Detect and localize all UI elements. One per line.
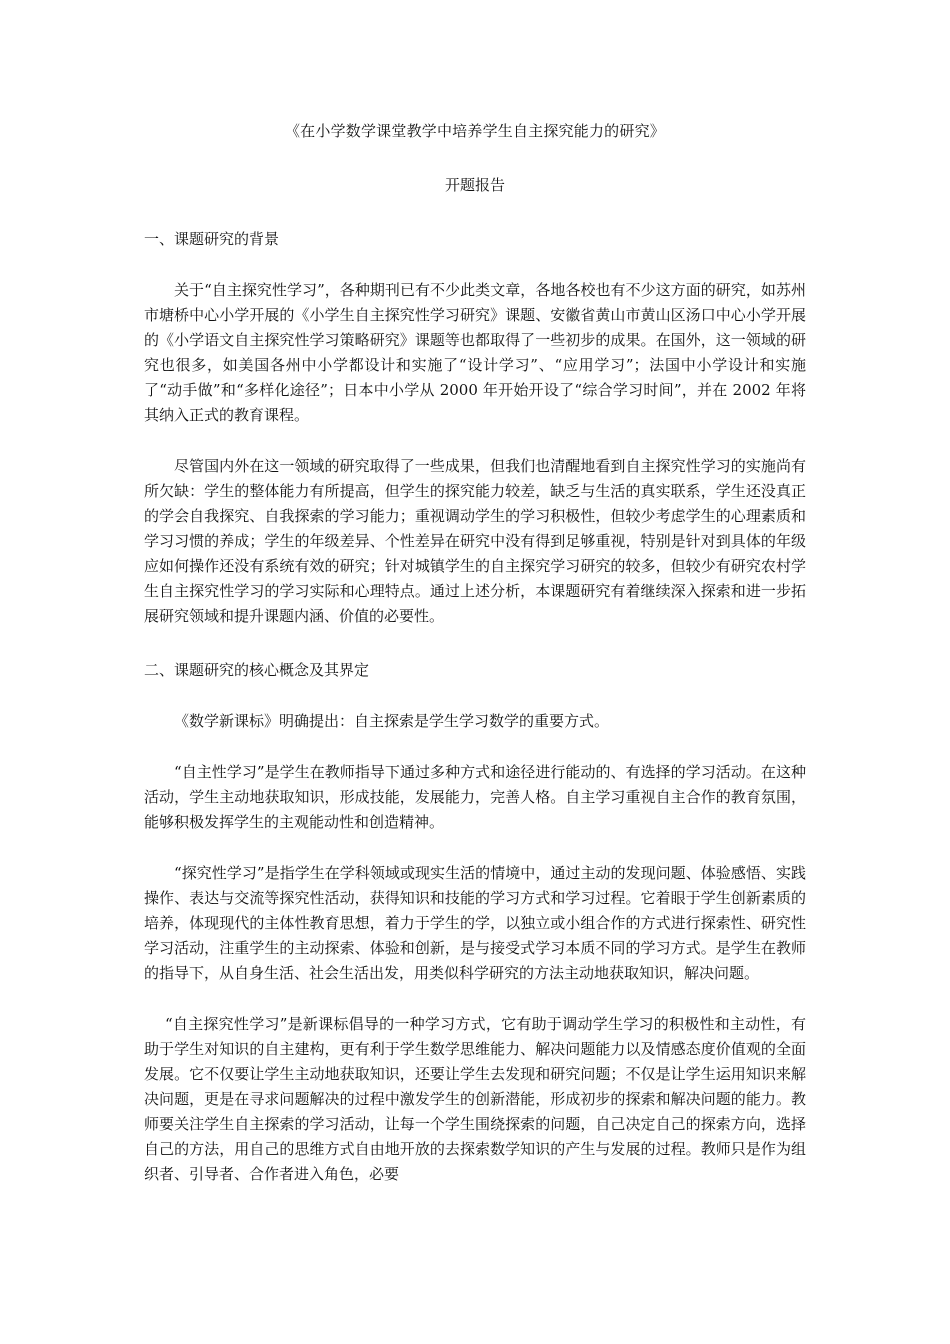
document-title: 《在小学数学课堂教学中培养学生自主探究能力的研究》 [284, 122, 665, 140]
paragraph: 《数学新课标》明确提出：自主探索是学生学习数学的重要方式。 [174, 712, 610, 730]
paragraph: 尽管国内外在这一领域的研究取得了一些成果，但我们也清醒地看到自主探究性学习的实施尚有所欠缺：学生的整体能力有所提高，但学生的探究能力较差，缺乏与生活的真实联系，学生还没真正的学会自我探究、自我探索的学习能力；重视调动学生的学习积极性，但较少考虑学生的心理素质和学习习惯的养成；学生的年级差异、个性差异在研究中没有得到足够重视，特别是针对到具体的年级应如何操作还没有系统有效的研究；针对城镇学生的自主探究学习研究的较多，但较少有研究农村学生自主探究性学习的学习实际和心理特点。通过上述分析，本课题研究有着继续深入探索和进一步拓展研究领域和提升课题内涵、价值的必要性。 [144, 457, 806, 625]
section-heading-core-concepts: 二、课题研究的核心概念及其界定 [144, 661, 370, 679]
paragraph: “探究性学习”是指学生在学科领域或现实生活的情境中，通过主动的发现问题、体验感悟、实践操作、表达与交流等探究性活动，获得知识和技能的学习方式和学习过程。它着眼于学生创新素质的培养，体现现代的主体性教育思想，着力于学生的学，以独立或小组合作的方式进行探索性、研究性学习活动，注重学生的主动探索、体验和创新，是与接受式学习本质不同的学习方式。是学生在教师的指导下，从自身生活、社会生活出发，用类似科学研究的方法主动地获取知识，解决问题。 [144, 864, 806, 982]
paragraph: 关于“自主探究性学习”，各种期刊已有不少此类文章，各地各校也有不少这方面的研究，如苏州市塘桥中心小学开展的《小学生自主探究性学习研究》课题、安徽省黄山市黄山区汤口中心小学开展的《小学语文自主探究性学习策略研究》课题等也都取得了一些初步的成果。在国外，这一领域的研究也很多，如美国各州中小学都设计和实施了“设计学习”、“应用学习”；法国中小学设计和实施了“动手做”和“多样化途径”；日本中小学从 2000 年开始开设了“综合学习时间”，并在 2002 年将其纳入正式的教育课程。 [144, 281, 806, 424]
paragraph: “自主探究性学习”是新课标倡导的一种学习方式，它有助于调动学生学习的积极性和主动性，有助于学生对知识的自主建构，更有利于学生数学思维能力、解决问题能力以及情感态度价值观的全面发展。它不仅要让学生主动地获取知识，还要让学生去发现和研究问题；不仅是让学生运用知识来解决问题，更是在寻求问题解决的过程中激发学生的创新潜能，形成初步的探索和解决问题的能力。教师要关注学生自主探索的学习活动，让每一个学生围绕探索的问题，自己决定自己的探索方向，选择自己的方法，用自己的思维方式自由地开放的去探索数学知识的产生与发展的过程。教师只是作为组织者、引导者、合作者进入角色，必要 [144, 1015, 806, 1183]
section-heading-background: 一、课题研究的背景 [144, 230, 280, 248]
document-page [144, 118, 806, 1187]
paragraph: “自主性学习”是学生在教师指导下通过多种方式和途径进行能动的、有选择的学习活动。在这种活动，学生主动地获取知识，形成技能，发展能力，完善人格。自主学习重视自主合作的教育氛围，能够积极发挥学生的主观能动性和创造精神。 [144, 763, 806, 831]
document-subtitle: 开题报告 [444, 176, 505, 194]
